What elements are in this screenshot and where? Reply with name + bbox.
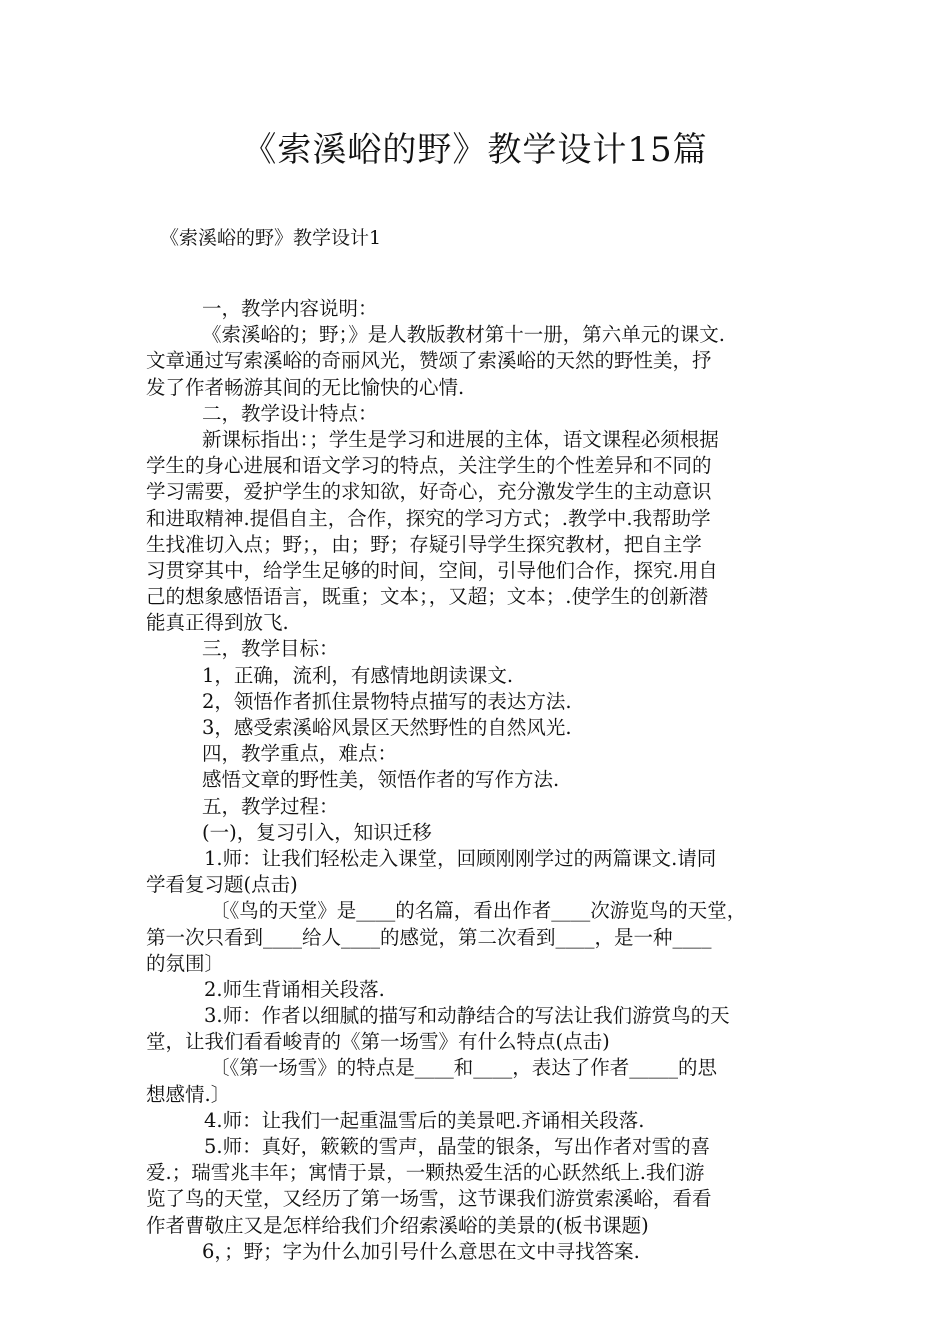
body-line: 发了作者畅游其间的无比愉快的心情. xyxy=(146,375,465,399)
body-line: 文章通过写索溪峪的奇丽风光，赞颂了索溪峪的天然的野性美，抒 xyxy=(146,349,712,373)
body-line: 爱.；瑞雪兆丰年；寓情于景，一颗热爱生活的心跃然纸上.我们游 xyxy=(146,1161,705,1185)
body-line: 5.师：真好，簌簌的雪声，晶莹的银条，写出作者对雪的喜 xyxy=(204,1135,711,1158)
body-line: 的氛围〕 xyxy=(146,951,225,975)
document-title: 《索溪峪的野》教学设计15篇 xyxy=(242,130,708,170)
body-line: 感悟文章的野性美，领悟作者的写作方法. xyxy=(202,768,560,792)
body-line: 第一次只看到____给人____的感觉，第二次看到____，是一种____ xyxy=(146,925,712,949)
body-line: 览了鸟的天堂，又经历了第一场雪，这节课我们游赏索溪峪，看看 xyxy=(146,1187,712,1211)
document-body xyxy=(146,296,814,1265)
body-line: 己的想象感悟语言，既重；文本；，又超；文本；.使学生的创新潜 xyxy=(146,585,708,609)
body-line: 6，；野；字为什么加引号什么意思在文中寻找答案. xyxy=(202,1239,640,1263)
body-line: 三，教学目标： xyxy=(202,637,339,661)
body-line: 〔《鸟的天堂》是____的名篇，看出作者____次游览鸟的天堂， xyxy=(210,899,747,923)
body-line: 作者曹敬庄又是怎样给我们介绍索溪峪的美景的(板书课题) xyxy=(146,1213,649,1237)
body-line: 一，教学内容说明： xyxy=(202,297,378,320)
body-line: 学看复习题(点击) xyxy=(146,873,298,897)
body-line: (一)，复习引入，知识迁移 xyxy=(202,820,432,844)
body-line: 四，教学重点，难点： xyxy=(202,742,398,766)
body-line: 五，教学过程： xyxy=(202,794,339,818)
body-line: 2.师生背诵相关段落. xyxy=(204,977,385,1001)
body-line: 《索溪峪的；野；》是人教版教材第十一册，第六单元的课文. xyxy=(202,323,725,347)
body-line: 学生的身心进展和语文学习的特点，关注学生的个性差异和不同的 xyxy=(146,454,712,478)
body-line: 1.师：让我们轻松走入课堂，回顾刚刚学过的两篇课文.请同 xyxy=(204,846,717,870)
body-line: 能真正得到放飞. xyxy=(146,611,289,635)
body-line: 2，领悟作者抓住景物特点描写的表达方法. xyxy=(202,689,572,713)
body-line: 学习需要，爱护学生的求知欲，好奇心，充分激发学生的主动意识 xyxy=(146,480,712,504)
body-line: 〔《第一场雪》的特点是____和____，表达了作者_____的思 xyxy=(210,1056,718,1080)
body-line: 1，正确，流利，有感情地朗读课文. xyxy=(202,663,514,687)
section-subtitle: 《索溪峪的野》教学设计1 xyxy=(160,227,382,249)
body-line: 生找准切入点；野；，由；野；存疑引导学生探究教材，把自主学 xyxy=(146,532,702,556)
body-line: 想感情.〕 xyxy=(146,1082,231,1106)
body-line: 习贯穿其中，给学生足够的时间，空间，引导他们合作，探究.用自 xyxy=(146,558,718,582)
body-line: 和进取精神.提倡自主，合作，探究的学习方式；.教学中.我帮助学 xyxy=(146,506,711,530)
body-line: 3.师：作者以细腻的描写和动静结合的写法让我们游赏鸟的天 xyxy=(204,1004,730,1028)
body-line: 4.师：让我们一起重温雪后的美景吧.齐诵相关段落. xyxy=(204,1108,645,1132)
body-line: 3，感受索溪峪风景区天然野性的自然风光. xyxy=(202,716,572,739)
body-line: 堂，让我们看看峻青的《第一场雪》有什么特点(点击) xyxy=(146,1030,610,1054)
body-line: 新课标指出：；学生是学习和进展的主体，语文课程必须根据 xyxy=(202,427,719,451)
body-line: 二，教学设计特点： xyxy=(202,401,378,425)
